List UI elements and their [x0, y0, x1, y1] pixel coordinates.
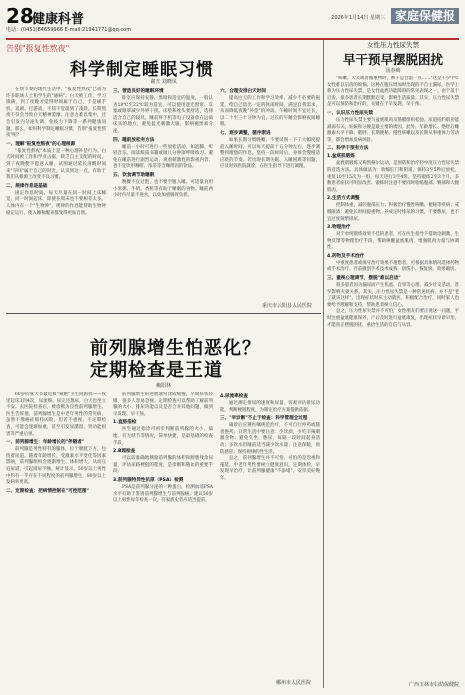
paper-banner: 家庭保健报: [391, 8, 459, 24]
subheading: 一、理解"报复性熬夜"的心理根源: [6, 141, 76, 147]
article1-kicker: 告别"报复性熬夜": [6, 44, 70, 53]
paragraph: 前列腺是男性特有的腺体，位于膀胱下方，包绕着尿道。随着年龄增长，受激素水平变化等因素影响，前列腺组织会逐渐增生、体积增大，从而压迫尿道，引起排尿不畅。统计显示，50岁以上男性中约有一半存在不同程度的前列腺增生，80岁以上发病率更高。: [6, 447, 106, 486]
paragraph: 控制体重，减轻腹部压力；积极治疗慢性咳嗽、便秘等疾病；戒烟限酒；避免长时间提重物；养成定时排尿的习惯，不要憋尿，也不宜过度频繁排尿。: [327, 203, 459, 222]
subheading: 七、逐步调整，循序渐进: [220, 130, 271, 136]
paragraph: 对于单纯锻炼效果不佳的患者，可在医生指导下借助电刺激、生物反馈等物理治疗手段，帮助唤醒盆底肌肉，增强肌肉力量与协调性。: [327, 232, 459, 251]
paragraph: 晚餐不宜过饱，也不要空腹入睡。可适量食用小米粥、牛奶、香蕉等有助于睡眠的食物。睡前两小时内尽量不进食，以免加重肠胃负担。: [113, 179, 213, 199]
paragraph: 医生通过指诊可初步判断前列腺的大小、质地、有无结节等情况，简单快捷，是最基础的检查手段。: [113, 427, 213, 446]
subheading: 二、定期检查：把病情控制在"可控范围": [6, 488, 89, 494]
subheading: 三、营造良好的睡眠环境: [113, 89, 164, 94]
subheading: 2.B超检查: [113, 449, 136, 455]
sidebar-byline: 汤春梅: [385, 68, 401, 74]
article1-source: 重庆市云阳县人民医院: [262, 303, 313, 309]
article2-headline-line2: 定期检查是王道: [90, 360, 223, 381]
article2-column-1: [6, 392, 106, 686]
subheading: 一、前列腺增生：年龄增长的"伴随者": [6, 440, 85, 446]
paragraph: PSA是前列腺分泌的一种蛋白，检测血清PSA水平有助于鉴别前列腺增生与前列腺癌。建议50岁以上男性每年检查一次，有家族史者应适当提前。: [113, 484, 213, 504]
column-rule: [323, 40, 324, 688]
subheading: 二、科学干预有方法: [327, 146, 369, 152]
paragraph: 压力性尿失禁主要与盆底肌肉及筋膜组织松弛、尿道括约肌功能减弱有关。妊娠和分娩是最主要的诱因，此外，年龄增长、绝经后雌激素水平下降、肥胖、长期便秘、慢性咳嗽以及长期从事重体力劳动等，都会增加发病风险。: [327, 117, 459, 143]
subheading: 1.盆底肌锻炼: [327, 154, 355, 160]
sidebar-source: 广西玉林市妇幼保健院: [408, 682, 459, 688]
article2-column-2: [113, 392, 213, 686]
subheading: 三、"早诊断"不止于检查：科学管理全过程: [220, 416, 308, 422]
paragraph: 可以较准确地测量前列腺的体积和膀胱残余尿量，评估尿路梗阻的程度，是诊断和随访的重要手段。: [113, 456, 213, 475]
article1-byline: 谢丑 刘晓凤: [150, 79, 177, 85]
paragraph: 盆底肌锻炼又称凯格尔运动，是预防和治疗轻中度压力性尿失禁的首选方法。具体做法为：收缩肛门和阴道，保持3至5秒后放松，重复10至15次为一组，每天进行3至4组。坚持锻炼2至3个月，多数患者症状可明显改善。锻炼时注意不要同时收缩腹部、臀部和大腿肌肉。: [327, 161, 459, 193]
section-divider: [6, 313, 321, 314]
article1-column-1: [6, 87, 106, 309]
article1-column-3: [220, 87, 320, 299]
subheading: 3.物理治疗: [327, 225, 351, 231]
article2-column-3: [220, 392, 320, 676]
subheading: 4.尿流率检查: [220, 394, 248, 399]
article1-column-2: [113, 87, 213, 309]
paragraph: 提高白天的工作和学习效率，减少不必要的拖延，给自己留出一定的休闲时间，满足自我需求，从而降低夜晚"补偿"的冲动。午睡时间不宜过长，以二十至三十分钟为宜，过长的午睡会影响夜间睡眠。: [220, 96, 320, 128]
editor-contact: 电话：(0451)84659966 E-mail:21941771@qq.com: [6, 27, 132, 33]
paragraph: 中重度患者或保守治疗效果不理想者，可根据具体情况选择药物或手术治疗。目前微创手术技术成熟，创伤小、恢复快，效果确切。: [327, 260, 459, 273]
paragraph: 睡前一小时可进行一些放松活动，如泡脚、听轻音乐、阅读纸质书籍或做几分钟深呼吸练习。避免在睡前进行剧烈运动、观看刺激性的影视内容，也不宜饮用咖啡、浓茶等含咖啡因的饮品。: [113, 144, 213, 170]
paragraph: 60岁的张大爷最近被"频跑"卫生间困扰——夜里起床3到4次，尿流细、尿完还想尿，白天也坐立不安。去医院检查后，被诊断为良性前列腺增生。医生告诉他，前列腺增生是中老年男性的常见病，虽然不像癌症那样凶险，但若不重视、不定期检查，可能会逐渐加重，甚至引发尿潴留、肾功能损害等严重后果。: [6, 392, 106, 437]
paragraph: 如果长期习惯晚睡，不要试图一下子大幅度提前入睡时间，可以每天提前十五分钟左右，逐步调整到理想的作息。坚持一段时间后，身体会慢慢适应新的节奏。若出现长期失眠、入睡困难等问题，应及时到医院就诊，在医生指导下进行调理。: [220, 137, 320, 170]
subheading: 3.前列腺特异性抗原（PSA）检测: [113, 477, 184, 483]
paragraph: 固定作息时间，每天尽量在同一时间上床睡觉、同一时间起床，即使在周末也不要相差太多。人体内有一个"生物钟"，规律的作息能帮助生物钟稳定运行，使入睡和醒来都变得更加自然。: [6, 190, 106, 216]
section-title: 健康科普: [32, 12, 85, 27]
paragraph: 在快节奏的现代生活中，"报复性熬夜"已成为许多职场人士和学生的"通病"。白天被工作、学习填满，到了夜晚才觉得时间属于自己，于是刷手机、追剧、打游戏，不知不觉就到了凌晨。长期熬夜不仅会导致白天精神萎靡、注意力难以集中，还会引发内分泌失调、免疫力下降等一系列健康问题。那么，如何科学制定睡眠习惯，告别"报复性熬夜"呢？: [6, 87, 106, 139]
paragraph: "咳嗽、大笑或者搬重物时，裤子总会湿一点……"这是不少中年女性难以启齿的烦恼。这种在腹压增加时出现的不自主漏尿，医学上称为压力性尿失禁，是女性盆底功能障碍的常见表现之一。由于羞于启齿，很多患者长期默默忍受，影响生活质量。其实，压力性尿失禁是可以预防和治疗的，关键在于早发现、早干预。: [327, 76, 459, 108]
subheading: 二、规律作息是基础: [6, 183, 48, 189]
sidebar-article: [327, 40, 459, 688]
subheading: 2.生活方式调整: [327, 196, 360, 202]
page-number: 28: [6, 4, 34, 28]
subheading: 六、合理安排白天时间: [220, 89, 266, 94]
paragraph: 很多患者因为漏尿而产生焦虑、自卑等心理，减少社交活动，甚至影响夫妻关系。其实，压力性尿失禁是一种常见疾病，并不是"老了就该这样"。出现症状时应主动就医，积极配合治疗，同时家人也要给予理解和支持，帮助患者树立信心。: [327, 283, 459, 308]
paragraph: 总之，压力性尿失禁并不可怕，女性朋友们要正视这一问题，平时注重盆底健康保养，产后及时进行盆底康复，出现症状早诊早治，才能真正摆脱困扰，重拾生活的自信与从容。: [327, 309, 459, 328]
article2-headline-line1: 前列腺增生怕恶化？: [90, 338, 261, 359]
issue-date: 2026年1月14日 星期三: [331, 15, 385, 21]
article1-headline: 科学制定睡眠习惯: [70, 60, 214, 80]
subheading: 三、重视心理调节，摆脱"难以启齿": [327, 276, 401, 282]
subheading: 五、饮食调节助睡眠: [113, 172, 155, 178]
subheading: 1.直肠指检: [113, 420, 137, 426]
masthead: [6, 4, 459, 40]
paragraph: 卧室应保持安静、黑暗和适宜的温度，一般认为18℃至22℃较为适宜。可以使用遮光窗帘、耳塞或眼罩减少外界干扰。床垫和枕头要舒适，选择适合自己的寝具。睡前将手机等电子设备放在远离床头的地方，避免蓝光刺激大脑，影响褪黑素分泌。: [113, 96, 213, 134]
paragraph: 通过测定排尿的速度和尿量，客观评估排尿功能，判断梗阻程度，为制定治疗方案提供依据。: [220, 401, 320, 413]
subheading: 四、睡前放松有方法: [113, 137, 155, 143]
sidebar-kicker: 女性压力性尿失禁: [367, 41, 419, 49]
sidebar-headline: 早干预早摆脱困扰: [342, 52, 443, 67]
paragraph: 确诊后应遵医嘱规范治疗，不可自行停药或随意换药。日常生活中要注意：少饮酒，少吃辛辣刺激食物；避免久坐、憋尿，每隔一段时间起身活动；多饮水但睡前适当减少饮水量；注意保暖，预防感冒；保持规律的性生活。: [220, 423, 320, 455]
article2-source: 郴州市人民医院: [276, 680, 312, 686]
paragraph: 前列腺增生的进展通常比较缓慢，早期症状轻微，很多人容易忽视。定期检查可以帮助了解前列腺的大小、排尿功能以及是否合并其他问题，做到早发现、早干预。: [113, 392, 213, 417]
paragraph: "报复性熬夜"本质上是一种心理补偿行为。白天时间被工作和学业占据，缺乏自主支配的时间，到了夜晚便不愿意入睡，试图通过延长清醒时间来"夺回"属于自己的时光。认识到这一点，有助于我们从根源上改变不良习惯。: [6, 148, 106, 181]
subheading: 一、认识压力性尿失禁: [327, 110, 373, 116]
article2-byline: 赖阳林: [155, 383, 171, 389]
subheading: 4.药物及手术治疗: [327, 253, 365, 259]
paragraph: 总之，前列腺增生并不可怕，可怕的是忽视和拖延。中老年男性要树立健康意识，定期体检，早发现早治疗，让前列腺健康"不添堵"，安享美好晚年。: [220, 456, 320, 481]
sidebar-body: [327, 76, 459, 676]
